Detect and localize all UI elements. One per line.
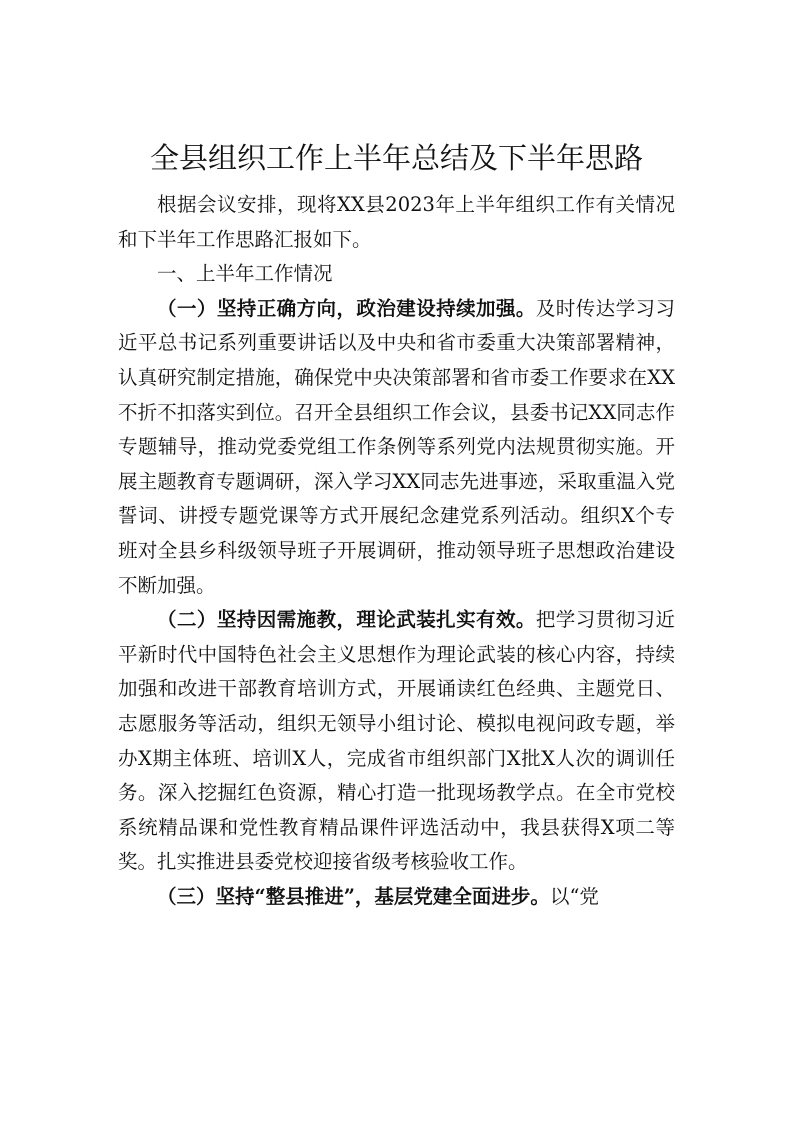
item-paragraph-3 (118, 880, 675, 915)
document-title: 全县组织工作上半年总结及下半年思路 (149, 141, 643, 175)
document-body (118, 188, 675, 914)
item-paragraph-1 (118, 292, 675, 603)
item-text-3: 以“党 (549, 884, 599, 908)
item-lead-1: （一）坚持正确方向，政治建设持续加强。 (157, 296, 536, 320)
item-paragraph-2 (118, 603, 675, 880)
item-text-2: 把学习贯彻习近平新时代中国特色社会主义思想作为理论武装的核心内容，持续加强和改进干部教育培训方式，开展诵读红色经典、主题党日、志愿服务等活动，组织无领导小组讨论、模拟电视问政专题，举办X期主体班、培训X人，完成省市组织部门X批X人次的调训任务。深入挖掘红色资源，精心打造一批现场教学点。在全市党校系统精品课和党性教育精品课件评选活动中，我县获得X项二等奖。扎实推进县委党校迎接省级考核验收工作。 (118, 608, 675, 874)
intro-paragraph: 根据会议安排，现将XX县2023年上半年组织工作有关情况和下半年工作思路汇报如下。 (118, 193, 675, 251)
section-heading: 一、上半年工作情况 (157, 262, 333, 286)
item-lead-3: （三）坚持“整县推进”，基层党建全面进步。 (157, 884, 550, 908)
item-text-1: 及时传达学习习近平总书记系列重要讲话以及中央和省市委重大决策部署精神，认真研究制定措施，确保党中央决策部署和省市委工作要求在XX不折不扣落实到位。召开全县组织工作会议，县委书记XX同志作专题辅导，推动党委党组工作条例等系列党内法规贯彻实施。开展主题教育专题调研，深入学习XX同志先进事迹，采取重温入党誓词、讲授专题党课等方式开展纪念建党系列活动。组织X个专班对全县乡科级领导班子开展调研，推动领导班子思想政治建设不断加强。 (118, 296, 675, 597)
item-lead-2: （二）坚持因需施教，理论武装扎实有效。 (157, 608, 536, 632)
